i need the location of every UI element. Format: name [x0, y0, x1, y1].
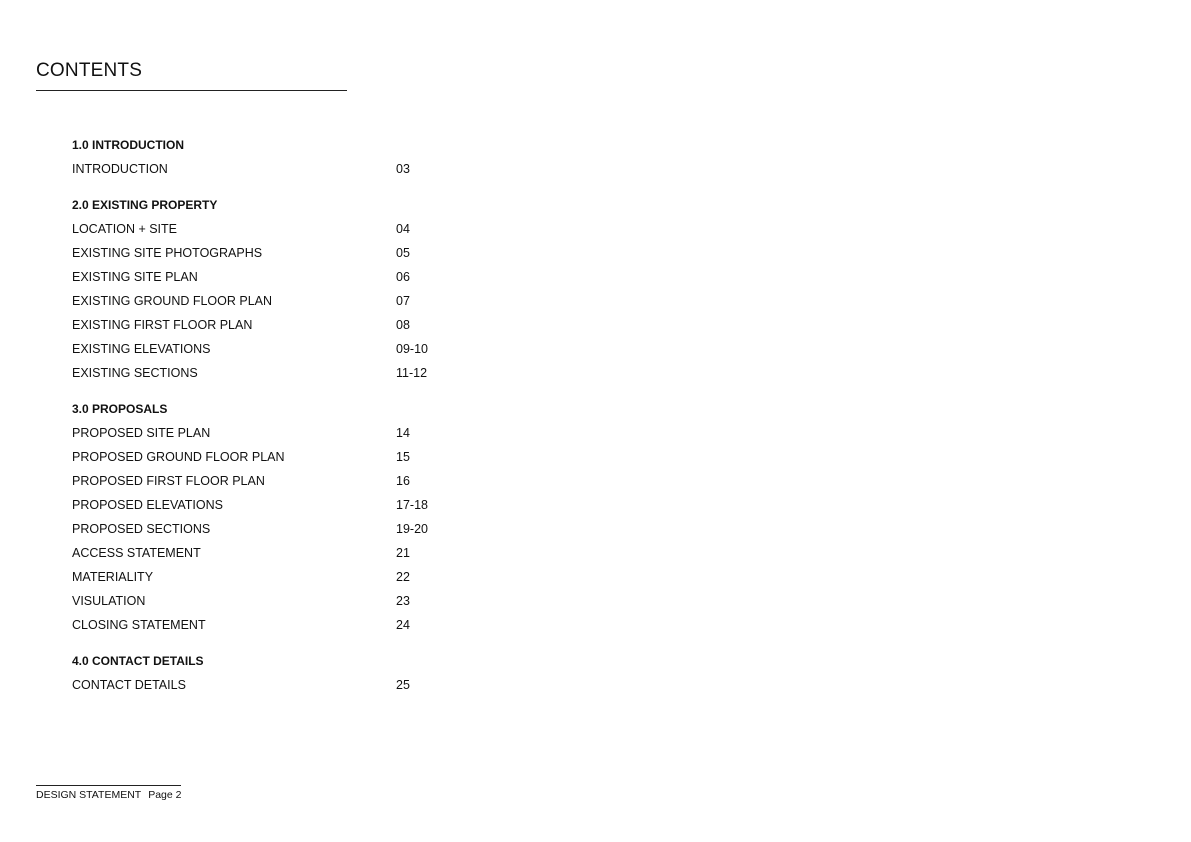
- toc-entry-page: 03: [396, 162, 410, 176]
- toc-section: [72, 133, 472, 181]
- toc-entry-label: EXISTING SITE PHOTOGRAPHS: [72, 246, 263, 260]
- toc-entry-page: 15: [396, 450, 410, 464]
- toc-entry-label: PROPOSED SITE PLAN: [72, 426, 211, 440]
- footer-rule: [36, 785, 181, 786]
- toc-entry: [72, 241, 472, 265]
- toc-entry: [72, 613, 472, 637]
- toc-entry-page: 11-12: [396, 366, 428, 380]
- toc-entry: [72, 157, 472, 181]
- section-heading: 3.0 PROPOSALS: [72, 402, 168, 416]
- toc-entry-label: EXISTING ELEVATIONS: [72, 342, 211, 356]
- toc-entry: [72, 361, 472, 385]
- toc-entry-page: 09-10: [396, 342, 428, 356]
- toc-entry-label: CLOSING STATEMENT: [72, 618, 206, 632]
- section-heading: 2.0 EXISTING PROPERTY: [72, 198, 218, 212]
- toc-entry-label: CONTACT DETAILS: [72, 678, 186, 692]
- toc-entry-page: 04: [396, 222, 410, 236]
- table-of-contents: [72, 133, 472, 709]
- toc-entry: [72, 517, 472, 541]
- toc-entry-label: EXISTING FIRST FLOOR PLAN: [72, 318, 253, 332]
- toc-entry-label: EXISTING SITE PLAN: [72, 270, 198, 284]
- footer-document-name: DESIGN STATEMENT: [36, 789, 142, 801]
- toc-entry-label: LOCATION + SITE: [72, 222, 177, 236]
- title-underline: [36, 90, 347, 91]
- toc-entry: [72, 217, 472, 241]
- toc-entry: [72, 445, 472, 469]
- toc-entry: [72, 589, 472, 613]
- toc-entry-label: MATERIALITY: [72, 570, 154, 584]
- section-heading: 1.0 INTRODUCTION: [72, 138, 185, 152]
- section-heading: 4.0 CONTACT DETAILS: [72, 654, 204, 668]
- toc-section: [72, 649, 472, 697]
- toc-entry: [72, 265, 472, 289]
- toc-entry: [72, 289, 472, 313]
- toc-entry-page: 24: [396, 618, 410, 632]
- toc-entry-page: 25: [396, 678, 410, 692]
- toc-entry: [72, 469, 472, 493]
- toc-entry-label: EXISTING SECTIONS: [72, 366, 198, 380]
- toc-entry-label: PROPOSED FIRST FLOOR PLAN: [72, 474, 265, 488]
- toc-entry-label: EXISTING GROUND FLOOR PLAN: [72, 294, 273, 308]
- footer: [36, 788, 181, 802]
- toc-entry-page: 06: [396, 270, 410, 284]
- toc-entry-page: 14: [396, 426, 410, 440]
- toc-entry-label: INTRODUCTION: [72, 162, 168, 176]
- toc-section: [72, 193, 472, 385]
- toc-entry-label: PROPOSED ELEVATIONS: [72, 498, 223, 512]
- page-title: CONTENTS: [36, 60, 143, 81]
- toc-entry-label: VISULATION: [72, 594, 146, 608]
- toc-entry: [72, 493, 472, 517]
- toc-entry: [72, 421, 472, 445]
- toc-entry: [72, 565, 472, 589]
- toc-entry-page: 19-20: [396, 522, 428, 536]
- toc-entry: [72, 337, 472, 361]
- toc-entry-label: ACCESS STATEMENT: [72, 546, 201, 560]
- toc-entry-page: 16: [396, 474, 410, 488]
- toc-entry: [72, 673, 472, 697]
- toc-entry-page: 17-18: [396, 498, 428, 512]
- toc-entry-page: 08: [396, 318, 410, 332]
- footer-page-number: Page 2: [148, 789, 182, 801]
- toc-entry-label: PROPOSED SECTIONS: [72, 522, 211, 536]
- toc-entry-page: 22: [396, 570, 410, 584]
- toc-entry-page: 23: [396, 594, 410, 608]
- toc-entry: [72, 541, 472, 565]
- toc-entry-page: 07: [396, 294, 410, 308]
- toc-section: [72, 397, 472, 637]
- toc-entry-page: 21: [396, 546, 410, 560]
- toc-entry-label: PROPOSED GROUND FLOOR PLAN: [72, 450, 285, 464]
- toc-entry-page: 05: [396, 246, 410, 260]
- toc-entry: [72, 313, 472, 337]
